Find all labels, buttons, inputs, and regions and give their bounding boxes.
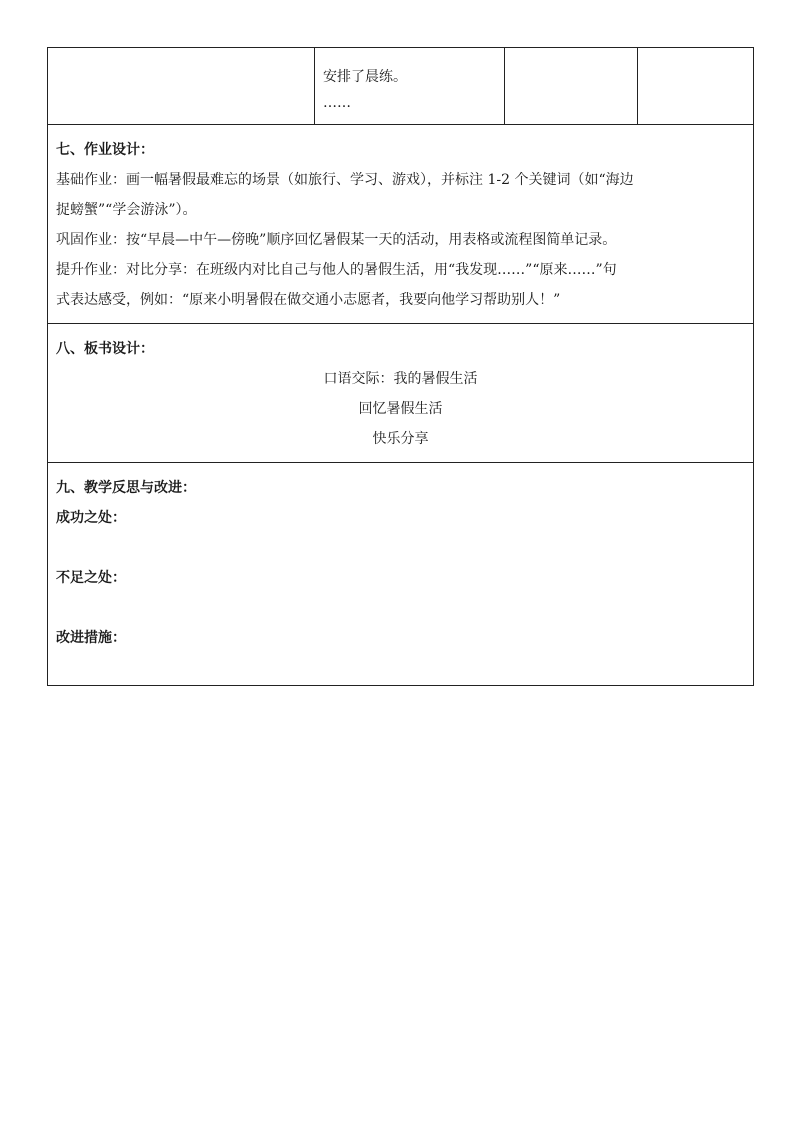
blank-space [56, 533, 745, 563]
advance-homework-line: 式表达感受，例如：“原来小明暑假在做交通小志愿者，我要向他学习帮助别人！” [56, 292, 561, 308]
basic-homework-line: 捉螃蟹”“学会游泳”）。 [56, 202, 197, 218]
cell-ellipsis: …… [323, 95, 351, 111]
section-heading: 八、板书设计： [56, 341, 154, 357]
table-row [48, 324, 754, 463]
blackboard-line: 回忆暑假生活 [358, 401, 443, 417]
blackboard-line: 快乐分享 [372, 431, 429, 447]
shortcoming-label: 不足之处： [56, 570, 126, 586]
blank-space [56, 593, 745, 623]
advance-homework-line: 提升作业：对比分享：在班级内对比自己与他人的暑假生活，用“我发现……”“原来……”句 [56, 262, 617, 278]
table-cell-empty [48, 48, 315, 125]
table-cell-empty [638, 48, 754, 125]
table-row [48, 125, 754, 324]
section-heading: 七、作业设计： [56, 142, 154, 158]
improve-label: 改进措施： [56, 630, 126, 646]
consolidate-homework-line: 巩固作业：按“早晨—中午—傍晚”顺序回忆暑假某一天的活动，用表格或流程图简单记录。 [56, 232, 617, 248]
blackboard-line: 口语交际：我的暑假生活 [323, 371, 478, 387]
table-cell-activity [315, 48, 505, 125]
table-row [48, 48, 754, 125]
blackboard-section [48, 324, 754, 463]
basic-homework-line: 基础作业：画一幅暑假最难忘的场景（如旅行、学习、游戏），并标注 1-2 个关键词（如“海边 [56, 172, 634, 188]
table-cell-empty [505, 48, 638, 125]
section-heading: 九、教学反思与改进： [56, 480, 196, 496]
homework-section [48, 125, 754, 324]
reflection-section [48, 463, 754, 686]
cell-line: 安排了晨练。 [323, 69, 407, 85]
lesson-plan-table [47, 47, 754, 686]
table-row [48, 463, 754, 686]
document-page [47, 47, 753, 686]
success-label: 成功之处： [56, 510, 126, 526]
